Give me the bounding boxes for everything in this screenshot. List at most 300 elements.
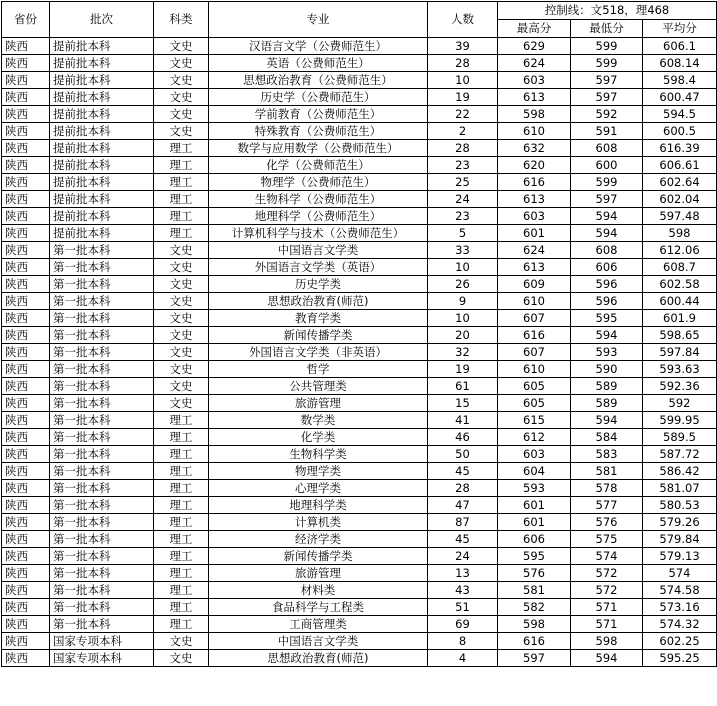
province-cell: 陕西 <box>2 208 50 225</box>
min-score-cell: 598 <box>571 633 643 650</box>
count-cell: 61 <box>428 378 498 395</box>
min-score-cell: 599 <box>571 38 643 55</box>
min-score-cell: 575 <box>571 531 643 548</box>
table-body <box>2 38 717 667</box>
province-cell: 陕西 <box>2 140 50 157</box>
batch-cell: 国家专项本科 <box>50 650 154 667</box>
max-score-cell: 616 <box>498 633 571 650</box>
table-row <box>2 208 717 225</box>
major-cell: 思想政治教育（公费师范生） <box>209 72 428 89</box>
table-row <box>2 480 717 497</box>
major-cell: 公共管理类 <box>209 378 428 395</box>
table-row <box>2 242 717 259</box>
major-cell: 生物科学（公费师范生） <box>209 191 428 208</box>
major-cell: 历史学类 <box>209 276 428 293</box>
subject-cell: 文史 <box>154 327 209 344</box>
batch-cell: 提前批本科 <box>50 38 154 55</box>
count-cell: 47 <box>428 497 498 514</box>
max-score-cell: 610 <box>498 293 571 310</box>
count-cell: 24 <box>428 191 498 208</box>
subject-cell: 文史 <box>154 72 209 89</box>
min-score-cell: 594 <box>571 225 643 242</box>
subject-cell: 文史 <box>154 55 209 72</box>
min-score-cell: 572 <box>571 582 643 599</box>
batch-cell: 提前批本科 <box>50 123 154 140</box>
major-cell: 特殊教育（公费师范生） <box>209 123 428 140</box>
header-control-line: 控制线：文518，理468 <box>498 2 717 20</box>
major-cell: 生物科学类 <box>209 446 428 463</box>
count-cell: 41 <box>428 412 498 429</box>
table-row <box>2 191 717 208</box>
avg-score-cell: 597.48 <box>643 208 717 225</box>
major-cell: 思想政治教育(师范) <box>209 650 428 667</box>
max-score-cell: 620 <box>498 157 571 174</box>
avg-score-cell: 597.84 <box>643 344 717 361</box>
min-score-cell: 577 <box>571 497 643 514</box>
header-min-score: 最低分 <box>571 20 643 38</box>
count-cell: 9 <box>428 293 498 310</box>
count-cell: 25 <box>428 174 498 191</box>
avg-score-cell: 602.04 <box>643 191 717 208</box>
count-cell: 23 <box>428 157 498 174</box>
batch-cell: 第一批本科 <box>50 429 154 446</box>
avg-score-cell: 612.06 <box>643 242 717 259</box>
subject-cell: 理工 <box>154 191 209 208</box>
min-score-cell: 591 <box>571 123 643 140</box>
min-score-cell: 606 <box>571 259 643 276</box>
subject-cell: 理工 <box>154 225 209 242</box>
avg-score-cell: 594.5 <box>643 106 717 123</box>
table-row <box>2 140 717 157</box>
max-score-cell: 604 <box>498 463 571 480</box>
min-score-cell: 594 <box>571 208 643 225</box>
major-cell: 经济学类 <box>209 531 428 548</box>
province-cell: 陕西 <box>2 548 50 565</box>
header-subject: 科类 <box>154 2 209 38</box>
min-score-cell: 576 <box>571 514 643 531</box>
table-row <box>2 565 717 582</box>
avg-score-cell: 598.65 <box>643 327 717 344</box>
max-score-cell: 609 <box>498 276 571 293</box>
avg-score-cell: 602.58 <box>643 276 717 293</box>
header-major: 专业 <box>209 2 428 38</box>
major-cell: 外国语言文学类（非英语） <box>209 344 428 361</box>
subject-cell: 文史 <box>154 633 209 650</box>
table-row <box>2 344 717 361</box>
count-cell: 51 <box>428 599 498 616</box>
max-score-cell: 582 <box>498 599 571 616</box>
count-cell: 5 <box>428 225 498 242</box>
province-cell: 陕西 <box>2 55 50 72</box>
batch-cell: 第一批本科 <box>50 259 154 276</box>
min-score-cell: 571 <box>571 616 643 633</box>
avg-score-cell: 593.63 <box>643 361 717 378</box>
province-cell: 陕西 <box>2 497 50 514</box>
avg-score-cell: 602.64 <box>643 174 717 191</box>
count-cell: 33 <box>428 242 498 259</box>
table-row <box>2 55 717 72</box>
min-score-cell: 600 <box>571 157 643 174</box>
avg-score-cell: 574 <box>643 565 717 582</box>
batch-cell: 第一批本科 <box>50 327 154 344</box>
major-cell: 地理科学类 <box>209 497 428 514</box>
province-cell: 陕西 <box>2 412 50 429</box>
batch-cell: 提前批本科 <box>50 106 154 123</box>
subject-cell: 理工 <box>154 548 209 565</box>
table-row <box>2 361 717 378</box>
subject-cell: 文史 <box>154 650 209 667</box>
province-cell: 陕西 <box>2 106 50 123</box>
min-score-cell: 596 <box>571 276 643 293</box>
avg-score-cell: 608.14 <box>643 55 717 72</box>
major-cell: 中国语言文学类 <box>209 242 428 259</box>
major-cell: 数学与应用数学（公费师范生） <box>209 140 428 157</box>
avg-score-cell: 595.25 <box>643 650 717 667</box>
count-cell: 43 <box>428 582 498 599</box>
table-row <box>2 89 717 106</box>
major-cell: 化学类 <box>209 429 428 446</box>
max-score-cell: 610 <box>498 361 571 378</box>
batch-cell: 第一批本科 <box>50 276 154 293</box>
avg-score-cell: 587.72 <box>643 446 717 463</box>
min-score-cell: 599 <box>571 55 643 72</box>
avg-score-cell: 606.1 <box>643 38 717 55</box>
table-row <box>2 429 717 446</box>
count-cell: 19 <box>428 89 498 106</box>
avg-score-cell: 616.39 <box>643 140 717 157</box>
max-score-cell: 615 <box>498 412 571 429</box>
province-cell: 陕西 <box>2 531 50 548</box>
max-score-cell: 613 <box>498 191 571 208</box>
batch-cell: 提前批本科 <box>50 174 154 191</box>
table-row <box>2 531 717 548</box>
batch-cell: 第一批本科 <box>50 310 154 327</box>
major-cell: 食品科学与工程类 <box>209 599 428 616</box>
count-cell: 2 <box>428 123 498 140</box>
subject-cell: 文史 <box>154 276 209 293</box>
avg-score-cell: 579.13 <box>643 548 717 565</box>
subject-cell: 理工 <box>154 174 209 191</box>
major-cell: 计算机类 <box>209 514 428 531</box>
province-cell: 陕西 <box>2 191 50 208</box>
table-row <box>2 225 717 242</box>
header-count: 人数 <box>428 2 498 38</box>
table-row <box>2 310 717 327</box>
province-cell: 陕西 <box>2 259 50 276</box>
min-score-cell: 599 <box>571 174 643 191</box>
avg-score-cell: 606.61 <box>643 157 717 174</box>
count-cell: 28 <box>428 480 498 497</box>
max-score-cell: 598 <box>498 106 571 123</box>
avg-score-cell: 586.42 <box>643 463 717 480</box>
subject-cell: 理工 <box>154 565 209 582</box>
batch-cell: 提前批本科 <box>50 140 154 157</box>
min-score-cell: 608 <box>571 140 643 157</box>
province-cell: 陕西 <box>2 327 50 344</box>
major-cell: 学前教育（公费师范生） <box>209 106 428 123</box>
batch-cell: 提前批本科 <box>50 191 154 208</box>
province-cell: 陕西 <box>2 225 50 242</box>
max-score-cell: 598 <box>498 616 571 633</box>
avg-score-cell: 581.07 <box>643 480 717 497</box>
major-cell: 外国语言文学类（英语） <box>209 259 428 276</box>
batch-cell: 第一批本科 <box>50 378 154 395</box>
max-score-cell: 601 <box>498 497 571 514</box>
max-score-cell: 624 <box>498 55 571 72</box>
table-row <box>2 446 717 463</box>
max-score-cell: 581 <box>498 582 571 599</box>
batch-cell: 提前批本科 <box>50 72 154 89</box>
count-cell: 28 <box>428 55 498 72</box>
avg-score-cell: 598 <box>643 225 717 242</box>
province-cell: 陕西 <box>2 174 50 191</box>
count-cell: 45 <box>428 463 498 480</box>
subject-cell: 理工 <box>154 531 209 548</box>
table-row <box>2 174 717 191</box>
subject-cell: 文史 <box>154 395 209 412</box>
subject-cell: 文史 <box>154 259 209 276</box>
avg-score-cell: 608.7 <box>643 259 717 276</box>
major-cell: 教育学类 <box>209 310 428 327</box>
avg-score-cell: 602.25 <box>643 633 717 650</box>
subject-cell: 理工 <box>154 497 209 514</box>
subject-cell: 理工 <box>154 463 209 480</box>
batch-cell: 第一批本科 <box>50 514 154 531</box>
table-row <box>2 599 717 616</box>
subject-cell: 理工 <box>154 157 209 174</box>
major-cell: 物理学（公费师范生） <box>209 174 428 191</box>
header-batch: 批次 <box>50 2 154 38</box>
max-score-cell: 607 <box>498 344 571 361</box>
province-cell: 陕西 <box>2 429 50 446</box>
province-cell: 陕西 <box>2 565 50 582</box>
subject-cell: 理工 <box>154 616 209 633</box>
max-score-cell: 576 <box>498 565 571 582</box>
avg-score-cell: 600.47 <box>643 89 717 106</box>
subject-cell: 理工 <box>154 429 209 446</box>
min-score-cell: 581 <box>571 463 643 480</box>
max-score-cell: 601 <box>498 514 571 531</box>
subject-cell: 文史 <box>154 38 209 55</box>
max-score-cell: 597 <box>498 650 571 667</box>
max-score-cell: 601 <box>498 225 571 242</box>
batch-cell: 提前批本科 <box>50 89 154 106</box>
avg-score-cell: 600.5 <box>643 123 717 140</box>
batch-cell: 第一批本科 <box>50 446 154 463</box>
count-cell: 23 <box>428 208 498 225</box>
count-cell: 15 <box>428 395 498 412</box>
min-score-cell: 590 <box>571 361 643 378</box>
table-row <box>2 412 717 429</box>
header-province: 省份 <box>2 2 50 38</box>
max-score-cell: 632 <box>498 140 571 157</box>
subject-cell: 文史 <box>154 106 209 123</box>
province-cell: 陕西 <box>2 72 50 89</box>
max-score-cell: 603 <box>498 446 571 463</box>
batch-cell: 提前批本科 <box>50 208 154 225</box>
batch-cell: 第一批本科 <box>50 616 154 633</box>
min-score-cell: 572 <box>571 565 643 582</box>
batch-cell: 第一批本科 <box>50 531 154 548</box>
province-cell: 陕西 <box>2 616 50 633</box>
batch-cell: 第一批本科 <box>50 242 154 259</box>
table-row <box>2 123 717 140</box>
major-cell: 工商管理类 <box>209 616 428 633</box>
major-cell: 化学（公费师范生） <box>209 157 428 174</box>
max-score-cell: 607 <box>498 310 571 327</box>
min-score-cell: 595 <box>571 310 643 327</box>
header-avg-score: 平均分 <box>643 20 717 38</box>
avg-score-cell: 589.5 <box>643 429 717 446</box>
major-cell: 新闻传播学类 <box>209 327 428 344</box>
max-score-cell: 605 <box>498 378 571 395</box>
max-score-cell: 610 <box>498 123 571 140</box>
max-score-cell: 616 <box>498 327 571 344</box>
major-cell: 中国语言文学类 <box>209 633 428 650</box>
subject-cell: 文史 <box>154 293 209 310</box>
count-cell: 10 <box>428 259 498 276</box>
count-cell: 4 <box>428 650 498 667</box>
max-score-cell: 629 <box>498 38 571 55</box>
count-cell: 20 <box>428 327 498 344</box>
table-row <box>2 497 717 514</box>
province-cell: 陕西 <box>2 395 50 412</box>
subject-cell: 文史 <box>154 361 209 378</box>
table-row <box>2 395 717 412</box>
province-cell: 陕西 <box>2 650 50 667</box>
major-cell: 计算机科学与技术（公费师范生） <box>209 225 428 242</box>
province-cell: 陕西 <box>2 38 50 55</box>
batch-cell: 第一批本科 <box>50 582 154 599</box>
batch-cell: 第一批本科 <box>50 412 154 429</box>
province-cell: 陕西 <box>2 514 50 531</box>
province-cell: 陕西 <box>2 599 50 616</box>
table-row <box>2 514 717 531</box>
max-score-cell: 603 <box>498 72 571 89</box>
table-row <box>2 72 717 89</box>
table-row <box>2 463 717 480</box>
max-score-cell: 613 <box>498 259 571 276</box>
table-row <box>2 276 717 293</box>
count-cell: 69 <box>428 616 498 633</box>
min-score-cell: 594 <box>571 412 643 429</box>
avg-score-cell: 579.84 <box>643 531 717 548</box>
count-cell: 39 <box>428 38 498 55</box>
min-score-cell: 594 <box>571 327 643 344</box>
major-cell: 旅游管理 <box>209 565 428 582</box>
batch-cell: 第一批本科 <box>50 599 154 616</box>
count-cell: 45 <box>428 531 498 548</box>
subject-cell: 理工 <box>154 412 209 429</box>
min-score-cell: 594 <box>571 650 643 667</box>
count-cell: 24 <box>428 548 498 565</box>
table-row <box>2 548 717 565</box>
min-score-cell: 583 <box>571 446 643 463</box>
batch-cell: 第一批本科 <box>50 548 154 565</box>
table-row <box>2 582 717 599</box>
avg-score-cell: 573.16 <box>643 599 717 616</box>
avg-score-cell: 601.9 <box>643 310 717 327</box>
count-cell: 22 <box>428 106 498 123</box>
table-header <box>2 2 717 38</box>
table-row <box>2 633 717 650</box>
province-cell: 陕西 <box>2 344 50 361</box>
table-row <box>2 293 717 310</box>
avg-score-cell: 579.26 <box>643 514 717 531</box>
major-cell: 哲学 <box>209 361 428 378</box>
table-row <box>2 650 717 667</box>
major-cell: 心理学类 <box>209 480 428 497</box>
count-cell: 50 <box>428 446 498 463</box>
max-score-cell: 595 <box>498 548 571 565</box>
avg-score-cell: 580.53 <box>643 497 717 514</box>
table-row <box>2 616 717 633</box>
province-cell: 陕西 <box>2 463 50 480</box>
avg-score-cell: 592.36 <box>643 378 717 395</box>
header-max-score: 最高分 <box>498 20 571 38</box>
major-cell: 地理科学（公费师范生） <box>209 208 428 225</box>
province-cell: 陕西 <box>2 378 50 395</box>
subject-cell: 文史 <box>154 89 209 106</box>
table-row <box>2 38 717 55</box>
min-score-cell: 584 <box>571 429 643 446</box>
max-score-cell: 606 <box>498 531 571 548</box>
major-cell: 历史学（公费师范生） <box>209 89 428 106</box>
province-cell: 陕西 <box>2 361 50 378</box>
avg-score-cell: 592 <box>643 395 717 412</box>
major-cell: 英语（公费师范生） <box>209 55 428 72</box>
major-cell: 思想政治教育(师范) <box>209 293 428 310</box>
subject-cell: 理工 <box>154 514 209 531</box>
table-row <box>2 106 717 123</box>
min-score-cell: 574 <box>571 548 643 565</box>
count-cell: 28 <box>428 140 498 157</box>
max-score-cell: 603 <box>498 208 571 225</box>
major-cell: 新闻传播学类 <box>209 548 428 565</box>
major-cell: 旅游管理 <box>209 395 428 412</box>
batch-cell: 第一批本科 <box>50 565 154 582</box>
batch-cell: 第一批本科 <box>50 293 154 310</box>
batch-cell: 第一批本科 <box>50 344 154 361</box>
avg-score-cell: 574.32 <box>643 616 717 633</box>
batch-cell: 第一批本科 <box>50 395 154 412</box>
min-score-cell: 592 <box>571 106 643 123</box>
count-cell: 8 <box>428 633 498 650</box>
count-cell: 26 <box>428 276 498 293</box>
subject-cell: 文史 <box>154 242 209 259</box>
count-cell: 13 <box>428 565 498 582</box>
max-score-cell: 613 <box>498 89 571 106</box>
avg-score-cell: 598.4 <box>643 72 717 89</box>
batch-cell: 提前批本科 <box>50 157 154 174</box>
min-score-cell: 597 <box>571 191 643 208</box>
province-cell: 陕西 <box>2 446 50 463</box>
batch-cell: 提前批本科 <box>50 55 154 72</box>
min-score-cell: 597 <box>571 72 643 89</box>
subject-cell: 理工 <box>154 446 209 463</box>
province-cell: 陕西 <box>2 276 50 293</box>
min-score-cell: 597 <box>571 89 643 106</box>
count-cell: 10 <box>428 72 498 89</box>
count-cell: 10 <box>428 310 498 327</box>
province-cell: 陕西 <box>2 582 50 599</box>
max-score-cell: 605 <box>498 395 571 412</box>
subject-cell: 理工 <box>154 140 209 157</box>
subject-cell: 理工 <box>154 599 209 616</box>
count-cell: 46 <box>428 429 498 446</box>
subject-cell: 文史 <box>154 378 209 395</box>
min-score-cell: 578 <box>571 480 643 497</box>
